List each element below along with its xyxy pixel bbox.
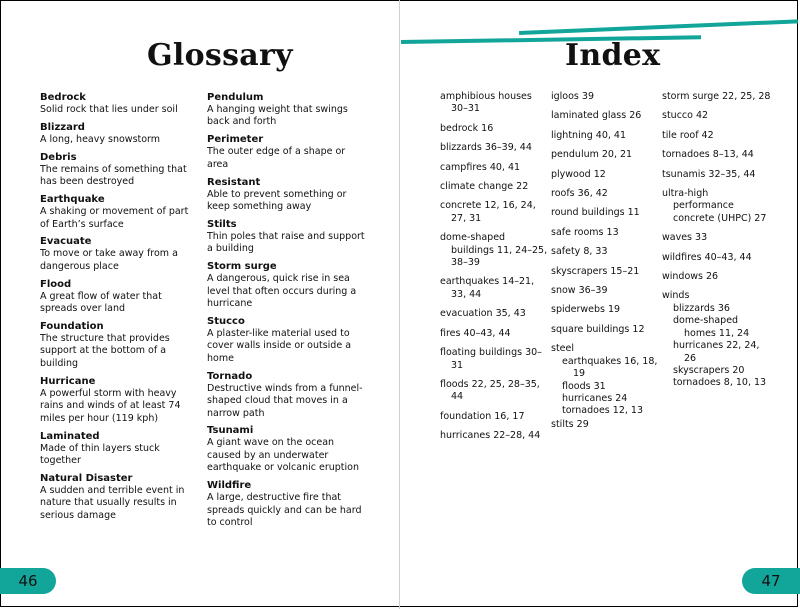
index-subentry: tornadoes 8, 10, 13: [673, 377, 767, 389]
index-entry: wildfires 40–43, 44: [662, 251, 752, 263]
index-entry: evacuation 35, 43: [440, 308, 526, 320]
glossary-entry: [40, 235, 190, 273]
glossary-entry: [207, 91, 367, 129]
glossary-entry: [40, 121, 190, 146]
index-subentry: hurricanes 24: [562, 392, 628, 404]
index-entry: dome-shaped buildings 11, 24–25, 38–39: [440, 232, 548, 269]
index-entry: floating buildings 30–31: [440, 347, 542, 371]
index-heading: winds: [662, 290, 690, 302]
glossary-term: Bedrock: [40, 92, 86, 103]
index-entry: storm surge 22, 25, 28: [662, 91, 771, 102]
glossary-definition: Destructive winds from a funnel-shaped cloud that moves in a narrow path: [207, 382, 363, 419]
index-entry: snow 36–39: [551, 285, 608, 297]
index-entry: climate change 22: [440, 181, 529, 193]
glossary-term: Debris: [40, 151, 77, 163]
index-entry: plywood 12: [551, 168, 606, 180]
glossary-entry: [207, 133, 367, 171]
glossary-entry: [207, 479, 367, 529]
index-entry: skyscrapers 15–21: [551, 265, 640, 277]
glossary-term: Hurricane: [40, 375, 96, 387]
index-entry: earthquakes 14–21, 33, 44: [440, 276, 535, 300]
index-entry: roofs 36, 42: [551, 188, 608, 200]
glossary-definition: A large, destructive fire that spreads quickly and can be hard to control: [207, 492, 362, 528]
glossary-entry: [207, 260, 367, 310]
glossary-definition: The structure that provides support at the bottom of a building: [40, 333, 170, 369]
index-entry: pendulum 20, 21: [551, 149, 633, 161]
glossary-definition: A dangerous, quick rise in sea level that often occurs during a hurricane: [207, 273, 357, 310]
glossary-column-1: [40, 91, 190, 527]
glossary-term: Perimeter: [207, 134, 264, 146]
index-subentry: dome-shaped homes 11, 24: [673, 315, 750, 339]
index-entry: campfires 40, 41: [440, 161, 521, 173]
glossary-definition: A giant wave on the ocean caused by an underwater earthquake or volcanic eruption: [207, 437, 359, 474]
index-subentry: floods 31: [562, 380, 606, 392]
glossary-entry: [40, 193, 190, 231]
index-subentry: blizzards 36: [673, 302, 730, 314]
index-entry: square buildings 12: [551, 323, 645, 335]
index-entry: spiderwebs 19: [551, 304, 621, 316]
glossary-entry: [207, 424, 367, 474]
glossary-definition: A great flow of water that spreads over land: [40, 290, 162, 315]
index-entry: safe rooms 13: [551, 226, 619, 238]
glossary-entry: [40, 91, 190, 116]
glossary-definition: Able to prevent something or keep something away: [207, 188, 347, 213]
index-entry: bedrock 16: [440, 122, 494, 134]
index-heading: steel: [551, 343, 575, 355]
glossary-definition: A hanging weight that swings back and forth: [207, 104, 348, 128]
page-number-right-text: 47: [761, 572, 781, 590]
index-entry: stilts 29: [551, 418, 589, 430]
index-subentry: earthquakes 16, 18, 19: [562, 355, 658, 380]
glossary-entry: [40, 430, 190, 468]
glossary-term: Laminated: [40, 430, 100, 442]
index-title: Index: [565, 38, 661, 73]
page-number-left-text: 46: [18, 572, 38, 590]
glossary-entry: [40, 278, 190, 316]
glossary-term: Natural Disaster: [40, 472, 133, 484]
index-entry: hurricanes 22–28, 44: [440, 430, 541, 442]
glossary-term: Storm surge: [207, 261, 277, 273]
index-entry: [551, 343, 659, 417]
page-number-right: [742, 568, 800, 594]
glossary-term: Evacuate: [40, 236, 92, 248]
index-column-2: [551, 91, 659, 438]
glossary-term: Tornado: [207, 370, 253, 382]
index-entry: tornadoes 8–13, 44: [662, 149, 754, 161]
glossary-definition: Thin poles that raise and support a building: [207, 230, 365, 255]
glossary-entry: [207, 315, 367, 365]
index-entry: stucco 42: [662, 110, 709, 122]
index-column-3: [662, 91, 772, 397]
glossary-entry: [207, 370, 367, 420]
index-entry: tsunamis 32–35, 44: [662, 168, 756, 180]
glossary-entry: [40, 151, 190, 189]
index-entry: lightning 40, 41: [551, 129, 627, 141]
glossary-column-2: [207, 91, 367, 534]
index-entry: floods 22, 25, 28–35, 44: [440, 378, 540, 403]
glossary-term: Earthquake: [40, 194, 105, 206]
page-gutter: [399, 0, 400, 609]
index-entry: [662, 290, 772, 389]
glossary-definition: A long, heavy snowstorm: [40, 133, 161, 145]
index-subentry: skyscrapers 20: [673, 364, 745, 376]
glossary-definition: To move or take away from a dangerous place: [40, 248, 178, 272]
index-entry: waves 33: [662, 232, 708, 244]
index-subentry: tornadoes 12, 13: [562, 405, 643, 417]
glossary-title: Glossary: [147, 38, 293, 73]
glossary-entry: [40, 375, 190, 425]
index-subentry: hurricanes 22, 24, 26: [673, 340, 760, 364]
glossary-term: Wildfire: [207, 480, 252, 492]
index-entry: concrete 12, 16, 24, 27, 31: [440, 200, 536, 224]
glossary-entry: [207, 176, 367, 214]
glossary-definition: The outer edge of a shape or area: [207, 146, 346, 170]
glossary-term: Tsunami: [207, 425, 254, 437]
index-entry: amphibious houses 30–31: [440, 91, 532, 115]
index-entry: igloos 39: [551, 91, 594, 102]
index-entry: ultra-high performance concrete (UHPC) 27: [662, 188, 767, 224]
glossary-term: Pendulum: [207, 92, 264, 103]
glossary-definition: A powerful storm with heavy rains and winds of at least 74 miles per hour (119 kph): [40, 387, 181, 424]
glossary-term: Stucco: [207, 315, 245, 327]
page-number-left: [0, 568, 56, 594]
glossary-term: Blizzard: [40, 121, 85, 133]
index-entry: round buildings 11: [551, 207, 640, 219]
index-entry: windows 26: [662, 271, 719, 283]
glossary-term: Flood: [40, 278, 72, 290]
index-entry: foundation 16, 17: [440, 410, 525, 422]
glossary-term: Resistant: [207, 176, 261, 188]
index-entry: laminated glass 26: [551, 110, 642, 122]
glossary-definition: A sudden and terrible event in nature that usually results in serious damage: [40, 484, 185, 521]
glossary-definition: The remains of something that has been destroyed: [40, 163, 187, 188]
index-entry: safety 8, 33: [551, 246, 608, 258]
glossary-definition: A plaster-like material used to cover walls inside or outside a home: [207, 327, 352, 364]
glossary-entry: [40, 320, 190, 370]
index-column-1: [440, 91, 548, 450]
index-entry: blizzards 36–39, 44: [440, 142, 532, 154]
index-entry: fires 40–43, 44: [440, 327, 511, 339]
glossary-definition: Solid rock that lies under soil: [40, 104, 178, 115]
glossary-entry: [207, 218, 367, 256]
glossary-definition: Made of thin layers stuck together: [40, 442, 160, 466]
glossary-entry: [40, 472, 190, 522]
index-entry: tile roof 42: [662, 129, 714, 141]
glossary-term: Foundation: [40, 321, 104, 333]
glossary-term: Stilts: [207, 218, 237, 230]
glossary-definition: A shaking or movement of part of Earth’s surface: [40, 206, 189, 230]
decorative-teal-line-upper: [519, 19, 798, 35]
